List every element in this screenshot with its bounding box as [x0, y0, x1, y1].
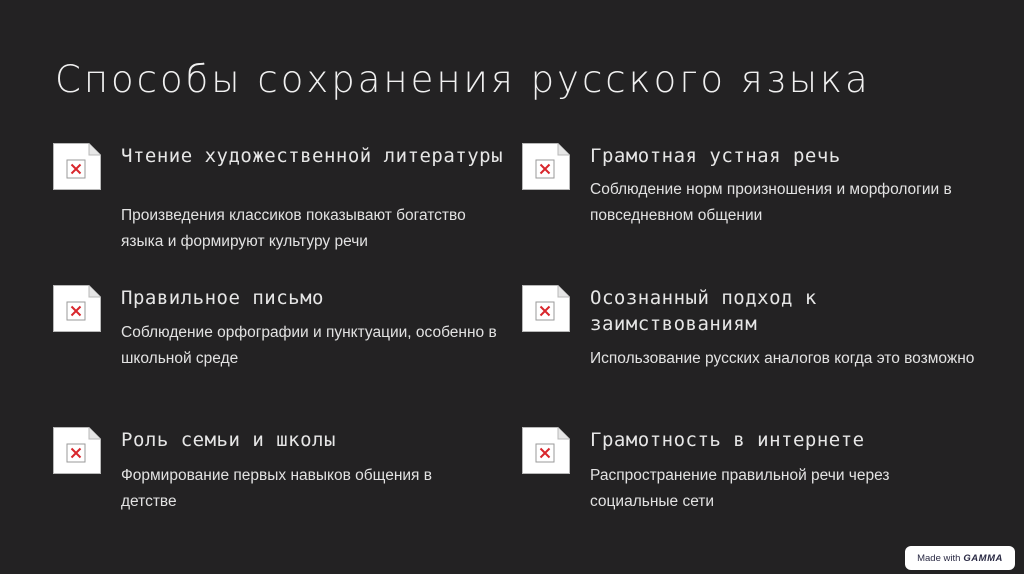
item-description: Формирование первых навыков общения в детстве — [121, 467, 432, 510]
broken-image-icon — [522, 285, 570, 332]
item-description: Произведения классиков показывают богатство языка и формируют культуру речи — [121, 207, 466, 250]
item-description: Использование русских аналогов когда это возможно — [590, 350, 975, 367]
item-title: Правильное письмо — [121, 287, 324, 309]
badge-prefix: Made with — [917, 552, 961, 564]
item-description: Соблюдение орфографии и пунктуации, особенно в школьной среде — [121, 324, 497, 367]
slide-title: Способы сохранения русского языка — [55, 58, 871, 101]
item-title: Чтение художественной литературы — [121, 145, 504, 167]
broken-image-icon — [522, 143, 570, 190]
item-description: Соблюдение норм произношения и морфологии в повседневном общении — [590, 181, 952, 224]
item-title: Грамотная устная речь — [590, 145, 841, 167]
broken-image-icon — [53, 427, 101, 474]
item-title: Осознанный подход к заимствованиям — [590, 287, 817, 335]
made-with-gamma-badge[interactable] — [905, 546, 1015, 570]
item-title: Роль семьи и школы — [121, 429, 336, 451]
item-description: Распространение правильной речи через социальные сети — [590, 467, 890, 510]
gamma-logo: GAMMA — [963, 552, 1003, 564]
item-title: Грамотность в интернете — [590, 429, 865, 451]
broken-image-icon — [53, 143, 101, 190]
broken-image-icon — [522, 427, 570, 474]
broken-image-icon — [53, 285, 101, 332]
